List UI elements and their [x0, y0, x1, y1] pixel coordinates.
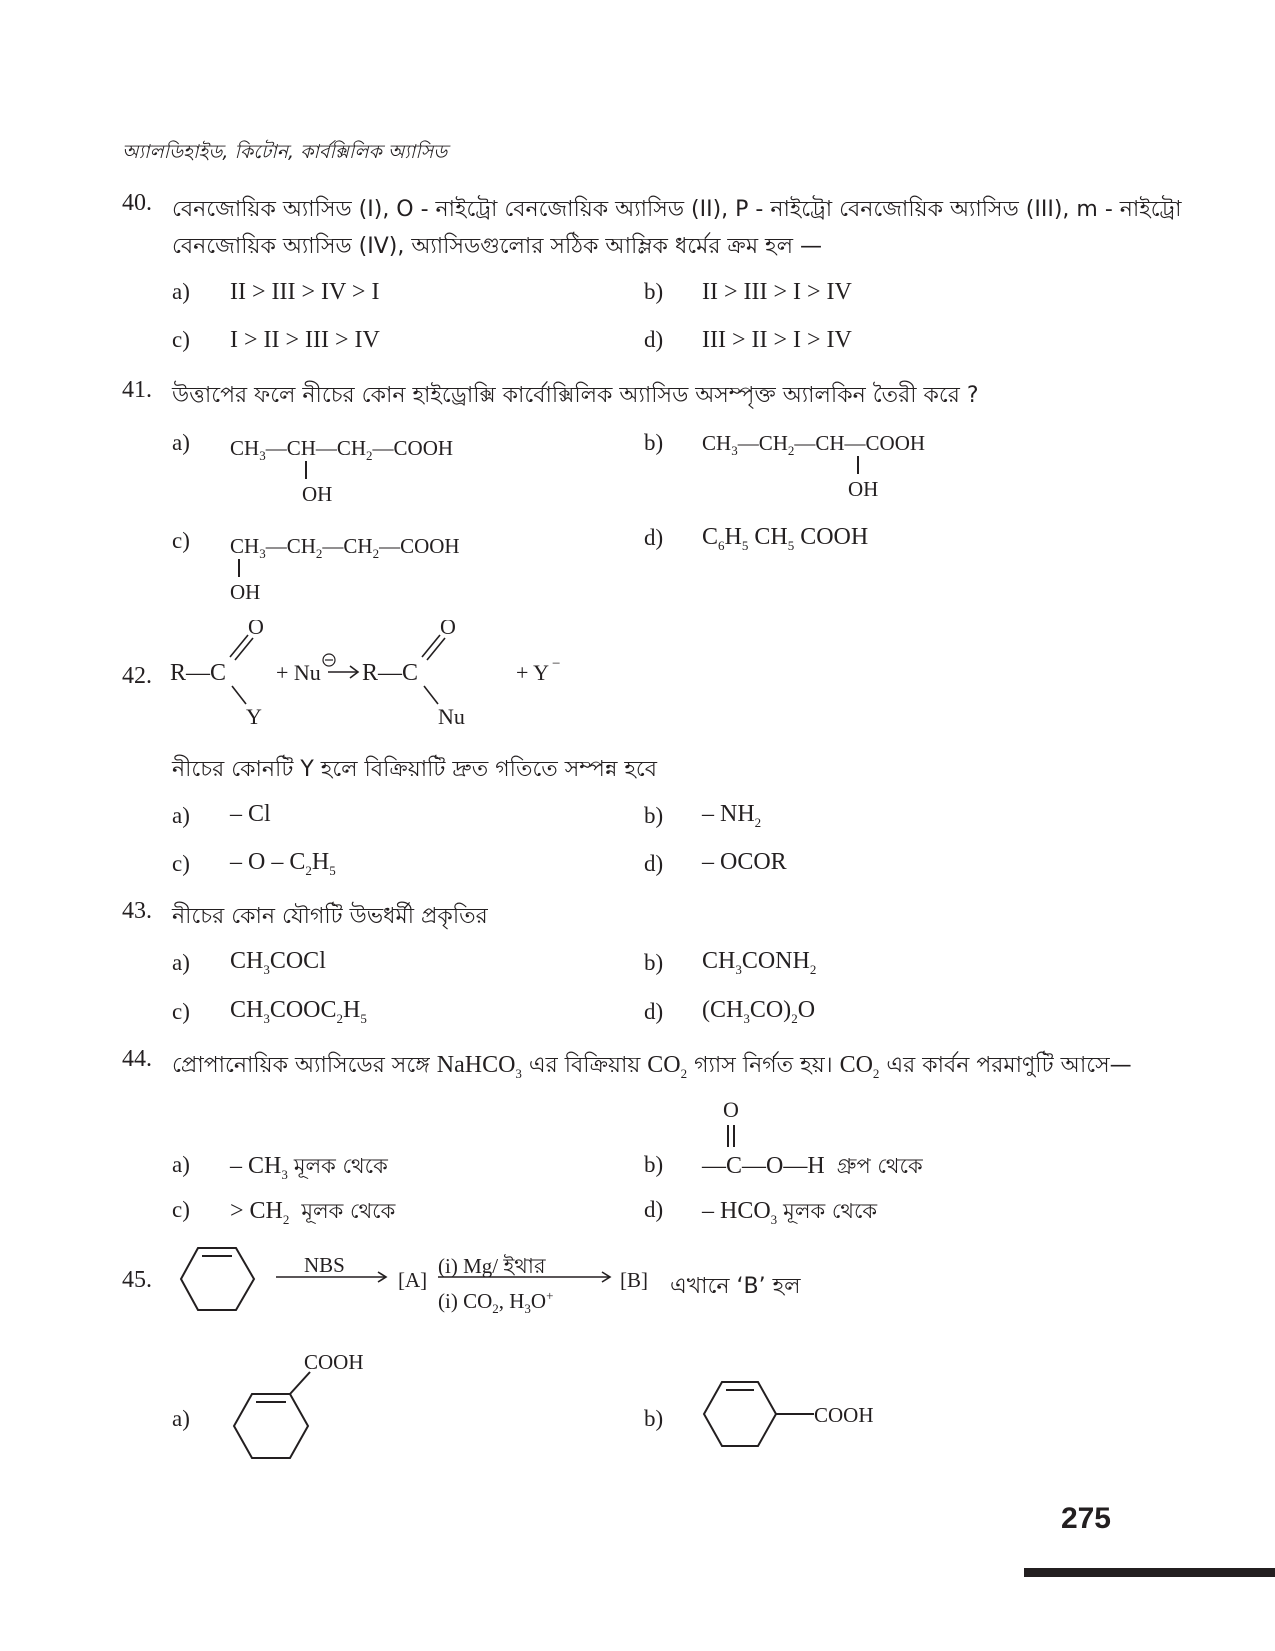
svg-text:O: O: [248, 620, 264, 639]
option-label: b): [644, 1406, 664, 1431]
option-label: d): [644, 999, 664, 1024]
option-label: a): [172, 279, 190, 304]
bond-line: [305, 461, 307, 479]
cyclohexene-carboxylic-acid-structure: [700, 1378, 820, 1454]
double-bond-line: [727, 1125, 729, 1147]
question-number: 44.: [122, 1046, 152, 1072]
option-label: b): [644, 279, 664, 304]
bond-line: [857, 456, 859, 474]
option-label: c): [172, 999, 190, 1024]
hydroxyl-group: OH: [848, 477, 879, 501]
svg-text:+ Y: + Y: [516, 660, 549, 685]
option-formula: $C_6H_5$ $CH_5$ COOH: [702, 524, 869, 553]
svg-text:Nu: Nu: [438, 704, 465, 729]
page-number: 275: [1060, 1502, 1111, 1535]
option-label: b): [644, 1152, 664, 1177]
option-formula: – Cl: [230, 801, 271, 827]
option-formula: $CH_3CONH_2$: [702, 948, 817, 977]
option-label: b): [644, 950, 664, 975]
option-label: a): [172, 1152, 190, 1177]
option-text: III > II > I > IV: [702, 327, 852, 353]
option-label: c): [172, 851, 190, 876]
option-label: c): [172, 528, 190, 553]
structural-formula: $CH_3—CH—CH_2—COOH$: [230, 436, 454, 464]
structural-formula: $CH_3—CH_2—CH_2—COOH$: [230, 534, 460, 562]
option-label: c): [172, 327, 190, 352]
carboxyl-group: COOH: [304, 1350, 364, 1374]
option-label: a): [172, 1406, 190, 1431]
option-formula: —C—O—H গ্রুপ থেকে: [702, 1153, 923, 1179]
option-label: a): [172, 803, 190, 828]
question-number: 41.: [122, 377, 152, 403]
svg-text:O: O: [440, 620, 456, 639]
carbonyl-oxygen: O: [723, 1097, 739, 1122]
question-text: বেনজোয়িক অ্যাসিড (IV), অ্যাসিডগুলোর সঠিক আম্লিক ধর্মের ক্রম হল —: [172, 234, 822, 259]
question-number: 40.: [122, 190, 152, 216]
svg-text:R—C: R—C: [362, 660, 419, 686]
question-text: এখানে ‘B’ হল: [670, 1274, 801, 1299]
question-number: 45.: [122, 1267, 152, 1293]
product-label: [B]: [620, 1268, 648, 1292]
hydroxyl-group: OH: [230, 580, 261, 604]
question-text: বেনজোয়িক অ্যাসিড (I), O - নাইট্রো বেনজোয়িক অ্যাসিড (II), P - নাইট্রো বেনজোয়িক অ্যাসিড (III), m - নাইট্রো: [172, 197, 1182, 222]
carboxyl-group: COOH: [814, 1403, 874, 1427]
question-number: 43.: [122, 898, 152, 924]
reaction-arrow: [274, 1270, 390, 1284]
footer-bar: [1024, 1568, 1275, 1577]
reagent-label: NBS: [304, 1253, 345, 1277]
svg-text:Y: Y: [246, 704, 262, 729]
hydroxyl-group: OH: [302, 482, 333, 506]
reagent-step-label: (i) $CO_2$, $H_3O^+$: [438, 1288, 554, 1317]
question-number: 42.: [122, 663, 152, 689]
reagent-step-label: (i) Mg/ ইথার: [438, 1254, 546, 1278]
option-label: b): [644, 430, 664, 455]
intermediate-label: [A]: [398, 1268, 428, 1292]
svg-text:R—C: R—C: [170, 660, 227, 686]
option-label: d): [644, 327, 664, 352]
chapter-header: অ্যালডিহাইড, কিটোন, কার্বক্সিলিক অ্যাসিড: [122, 141, 448, 163]
option-label: d): [644, 851, 664, 876]
structural-formula: $CH_3—CH_2—CH—COOH$: [702, 431, 926, 459]
option-formula: – $HCO_3$ মূলক থেকে: [702, 1198, 878, 1227]
option-formula: – OCOR: [702, 849, 787, 875]
option-text: I > II > III > IV: [230, 327, 380, 353]
question-text: নীচের কোন যৌগটি উভধর্মী প্রকৃতির: [172, 904, 488, 929]
option-label: d): [644, 525, 664, 550]
svg-text:+ Nu: + Nu: [276, 660, 321, 685]
option-formula: $CH_3COOC_2H_5$: [230, 997, 367, 1026]
reaction-arrow: [436, 1270, 614, 1284]
option-label: c): [172, 1197, 190, 1222]
option-formula: – $CH_3$ মূলক থেকে: [230, 1153, 388, 1182]
question-text: নীচের কোনটি Y হলে বিক্রিয়াটি দ্রুত গতিতে সম্পন্ন হবে: [172, 757, 658, 782]
svg-text:−: −: [552, 656, 561, 672]
option-formula: – O – $C_2H_5$: [230, 849, 336, 878]
option-formula: $CH_3COCl$: [230, 948, 326, 977]
option-label: a): [172, 430, 190, 455]
option-formula: > $CH_2$ মূলক থেকে: [230, 1198, 396, 1227]
option-label: d): [644, 1197, 664, 1222]
option-label: a): [172, 950, 190, 975]
option-label: b): [644, 803, 664, 828]
cyclohexene-carboxylic-acid-structure: [226, 1370, 336, 1466]
option-text: II > III > IV > I: [230, 279, 380, 305]
cyclohexene-ring: [178, 1245, 258, 1315]
bond-line: [238, 559, 240, 577]
acyl-substitution-equation: [168, 620, 588, 730]
question-text: উত্তাপের ফলে নীচের কোন হাইড্রোক্সি কার্বোক্সিলিক অ্যাসিড অসম্পৃক্ত অ্যালকিন তৈরী করে ?: [172, 383, 979, 408]
option-text: II > III > I > IV: [702, 279, 852, 305]
option-formula: $(CH_3CO)_2O$: [702, 997, 816, 1026]
double-bond-line: [733, 1125, 735, 1147]
option-formula: – $NH_2$: [702, 801, 762, 830]
question-text: প্রোপানোয়িক অ্যাসিডের সঙ্গে NaHCO$_3$ এর বিক্রিয়ায় $CO_2$ গ্যাস নির্গত হয়। $CO_2$ এর কার্বন পরমাণুটি আসে—: [172, 1052, 1132, 1081]
